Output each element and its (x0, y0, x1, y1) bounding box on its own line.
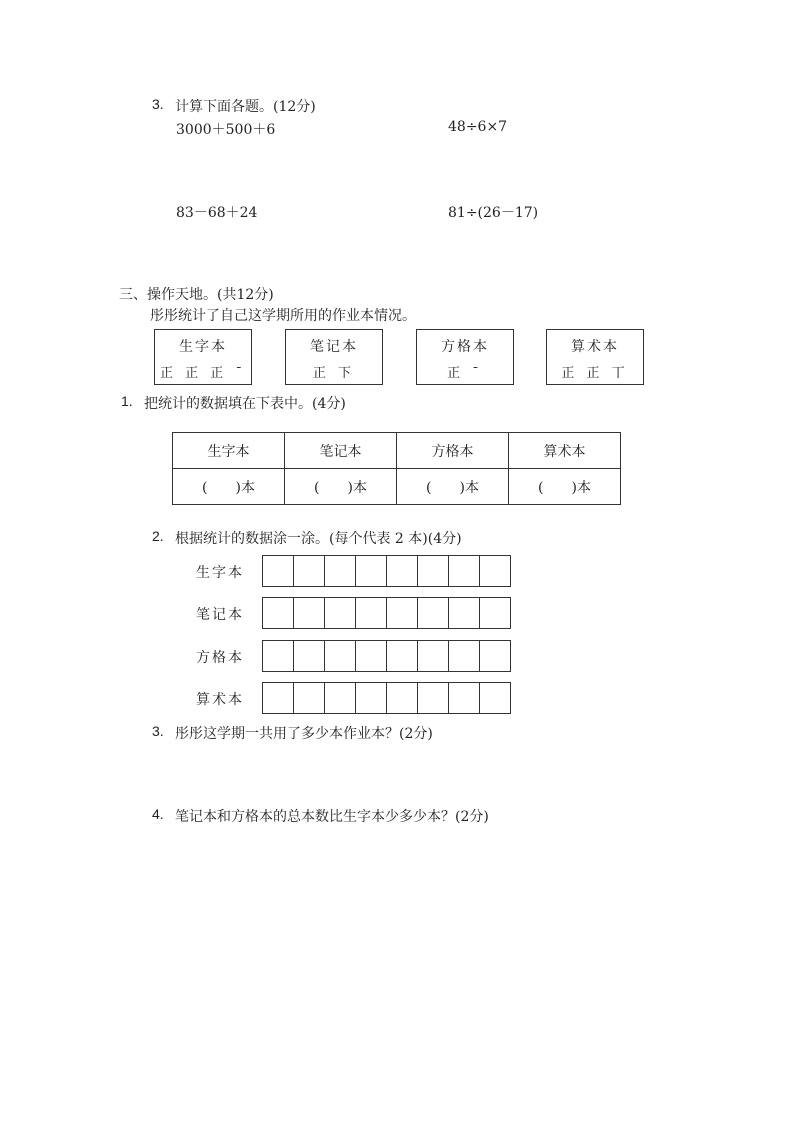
table-header-cell: 方格本 (397, 433, 509, 469)
grid-cell[interactable] (263, 641, 294, 671)
coloring-grid-row (262, 640, 511, 672)
grid-cell[interactable] (325, 598, 356, 628)
grid-label: 算术本 (196, 692, 244, 708)
grid-cell[interactable] (294, 598, 325, 628)
grid-cell[interactable] (356, 683, 387, 713)
tally-card-name: 算术本 (571, 339, 619, 355)
section-heading: 三、操作天地。(共12分) (119, 287, 274, 303)
q2-number: 2. (152, 528, 164, 544)
grid-cell[interactable] (449, 556, 480, 586)
q4-text: 笔记本和方格本的总本数比生字本少多少本？(2分) (175, 809, 489, 825)
table-header-cell: 生字本 (173, 433, 285, 469)
grid-cell[interactable] (387, 641, 418, 671)
grid-cell[interactable] (263, 683, 294, 713)
tally-marks: 正 ˉ (447, 366, 483, 381)
calc-problem: 83－68＋24 (176, 205, 258, 221)
answer-blank-cell[interactable]: ( )本 (397, 469, 509, 505)
grid-cell[interactable] (418, 641, 449, 671)
answer-blank-cell[interactable]: ( )本 (509, 469, 621, 505)
grid-cell[interactable] (387, 556, 418, 586)
tally-marks: 正 正 正 ˉ (160, 366, 246, 381)
grid-cell[interactable] (480, 683, 511, 713)
grid-cell[interactable] (294, 556, 325, 586)
answer-blank-cell[interactable]: ( )本 (173, 469, 285, 505)
calc-question-title: 计算下面各题。(12分) (175, 99, 316, 115)
coloring-grid-row (262, 682, 511, 714)
tally-card-suanshu (546, 329, 644, 385)
grid-cell[interactable] (418, 556, 449, 586)
grid-cell[interactable] (356, 556, 387, 586)
grid-cell[interactable] (325, 641, 356, 671)
table-header-cell: 笔记本 (285, 433, 397, 469)
grid-label: 方格本 (196, 650, 244, 666)
grid-cell[interactable] (387, 683, 418, 713)
tally-card-fangge (416, 329, 514, 385)
grid-cell[interactable] (418, 683, 449, 713)
tally-card-name: 生字本 (179, 339, 227, 355)
grid-cell[interactable] (294, 683, 325, 713)
section-intro: 彤彤统计了自己这学期所用的作业本情况。 (150, 308, 416, 324)
grid-cell[interactable] (325, 683, 356, 713)
grid-cell[interactable] (449, 683, 480, 713)
grid-cell[interactable] (480, 598, 511, 628)
grid-cell[interactable] (263, 598, 294, 628)
grid-cell[interactable] (325, 556, 356, 586)
grid-cell[interactable] (480, 641, 511, 671)
grid-cell[interactable] (480, 556, 511, 586)
tally-card-name: 方格本 (441, 339, 489, 355)
coloring-grid-row (262, 555, 511, 587)
q3-text: 彤彤这学期一共用了多少本作业本？(2分) (175, 726, 433, 742)
table-answer-row (173, 469, 621, 505)
grid-cell[interactable] (263, 556, 294, 586)
grid-cell[interactable] (294, 641, 325, 671)
grid-cell[interactable] (449, 598, 480, 628)
calc-problem: 81÷(26－17) (448, 205, 539, 221)
q1-number: 1. (121, 393, 133, 409)
grid-cell[interactable] (356, 598, 387, 628)
grid-label: 生字本 (196, 565, 244, 581)
grid-label: 笔记本 (196, 607, 244, 623)
grid-cell[interactable] (387, 598, 418, 628)
q3-number: 3. (152, 723, 164, 739)
grid-cell[interactable] (356, 641, 387, 671)
grid-cell[interactable] (418, 598, 449, 628)
calc-problem: 3000＋500＋6 (176, 122, 276, 138)
calc-question-number: 3. (152, 96, 164, 112)
answer-blank-cell[interactable]: ( )本 (285, 469, 397, 505)
q4-number: 4. (152, 806, 164, 822)
data-fill-table (172, 432, 621, 505)
q1-text: 把统计的数据填在下表中。(4分) (144, 396, 346, 412)
calc-problem: 48÷6×7 (448, 119, 508, 135)
table-header-cell: 算术本 (509, 433, 621, 469)
tally-marks: 正 正 丅 (561, 366, 629, 381)
coloring-grid-row (262, 597, 511, 629)
table-header-row (173, 433, 621, 469)
tally-marks: 正 下 (312, 366, 356, 381)
tally-card-biji (285, 329, 383, 385)
tally-card-name: 笔记本 (310, 339, 358, 355)
q2-text: 根据统计的数据涂一涂。(每个代表 2 本)(4分) (175, 531, 462, 547)
tally-card-shengzi (154, 329, 252, 385)
grid-cell[interactable] (449, 641, 480, 671)
